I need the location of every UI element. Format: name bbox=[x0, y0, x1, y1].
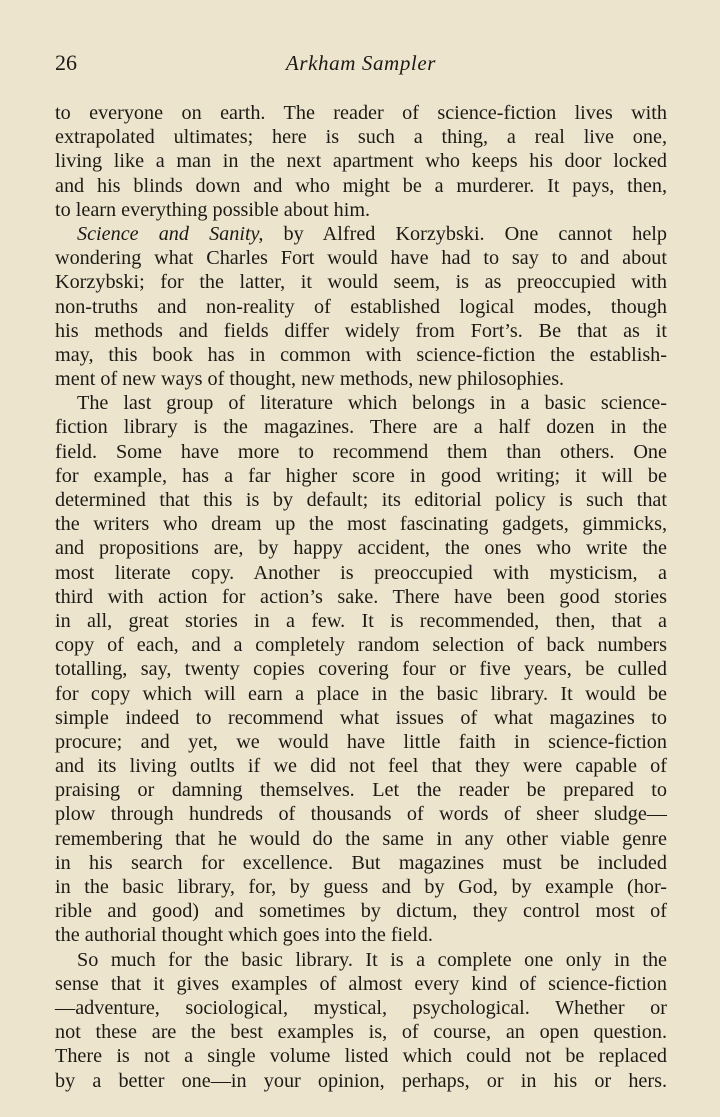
text-line: So much for the basic library. It is a complete one only in the bbox=[77, 948, 667, 971]
text-line: totalling, say, twenty copies covering four or five years, be culled bbox=[55, 658, 667, 681]
paragraph-science-and-sanity bbox=[55, 222, 667, 391]
text-line: and his blinds down and who might be a murderer. It pays, then, bbox=[55, 174, 667, 197]
text-line: third with action for action’s sake. There have been good stories bbox=[55, 585, 667, 608]
paragraph-magazines bbox=[55, 391, 667, 947]
text-line: may, this book has in common with science-fiction the establish- bbox=[55, 343, 667, 366]
text-line: field. Some have more to recommend them than others. One bbox=[55, 440, 667, 463]
text-line: in the basic library, for, by guess and by God, by example (hor- bbox=[55, 876, 667, 898]
running-title: Arkham Sampler bbox=[285, 51, 437, 75]
text-line: —adventure, sociological, mystical, psychological. Whether or bbox=[55, 996, 667, 1019]
text-line: in his search for excellence. But magazines must be included bbox=[55, 851, 667, 874]
text-line: in all, great stories in a few. It is recommended, then, that a bbox=[55, 609, 667, 632]
text-line bbox=[55, 222, 667, 246]
running-head bbox=[55, 50, 667, 80]
text-line: by a better one—in your opinion, perhaps, or in his or hers. bbox=[55, 1069, 667, 1092]
text-line: for example, has a far higher score in good writing; it will be bbox=[55, 464, 667, 487]
text-line: most literate copy. Another is preoccupied with mysticism, a bbox=[55, 561, 667, 584]
book-title: Science and Sanity, bbox=[77, 222, 264, 245]
text-line: determined that this is by default; its editorial policy is such that bbox=[55, 489, 667, 511]
text-line: fiction library is the magazines. There are a half dozen in the bbox=[55, 416, 667, 439]
text-line: simple indeed to recommend what issues of what magazines to bbox=[55, 706, 667, 729]
text-line: ment of new ways of thought, new methods, new philosophies. bbox=[55, 368, 565, 391]
text-line: not these are the best examples is, of course, an open question. bbox=[55, 1021, 667, 1044]
text-line: plow through hundreds of thousands of words of sheer sludge— bbox=[55, 803, 667, 826]
text-line: and its living outlts if we did not feel that they were capable of bbox=[55, 755, 667, 778]
text-line: living like a man in the next apartment who keeps his door locked bbox=[55, 150, 667, 173]
body-text bbox=[55, 101, 667, 1093]
text-line: the writers who dream up the most fascinating gadgets, gimmicks, bbox=[55, 513, 667, 536]
text-line: There is not a single volume listed which could not be replaced bbox=[55, 1045, 667, 1068]
text-line: extrapolated ultimates; here is such a thing, a real live one, bbox=[55, 126, 667, 149]
text-line: wondering what Charles Fort would have had to say to and about bbox=[55, 247, 667, 270]
text-line: the authorial thought which goes into the field. bbox=[55, 924, 433, 947]
text-line: non-truths and non-reality of established logical modes, though bbox=[55, 295, 667, 318]
text-line: The last group of literature which belongs in a basic science- bbox=[77, 392, 667, 415]
text-line-rest: by Alfred Korzybski. One cannot help bbox=[263, 222, 668, 245]
text-line: sense that it gives examples of almost every kind of science-fiction bbox=[55, 972, 667, 995]
text-line: Korzybski; for the latter, it would seem, is as preoccupied with bbox=[55, 271, 667, 294]
text-line: and propositions are, by happy accident, the ones who write the bbox=[55, 537, 667, 560]
text-line: his methods and fields differ widely from Fort’s. Be that as it bbox=[55, 319, 667, 342]
paragraph-continuation bbox=[55, 101, 667, 222]
text-line: for copy which will earn a place in the basic library. It would be bbox=[55, 682, 667, 705]
text-line: copy of each, and a completely random selection of back numbers bbox=[55, 634, 667, 657]
paragraph-basic-library bbox=[55, 948, 667, 1093]
text-line: to learn everything possible about him. bbox=[55, 198, 371, 221]
page-number: 26 bbox=[55, 50, 77, 75]
text-line: remembering that he would do the same in any other viable genre bbox=[55, 827, 667, 850]
text-line: praising or damning themselves. Let the reader be prepared to bbox=[55, 779, 667, 802]
text-line: to everyone on earth. The reader of science-fiction lives with bbox=[55, 102, 667, 124]
text-line: rible and good) and sometimes by dictum, they control most of bbox=[55, 900, 667, 923]
text-line: procure; and yet, we would have little faith in science-fiction bbox=[55, 730, 667, 753]
